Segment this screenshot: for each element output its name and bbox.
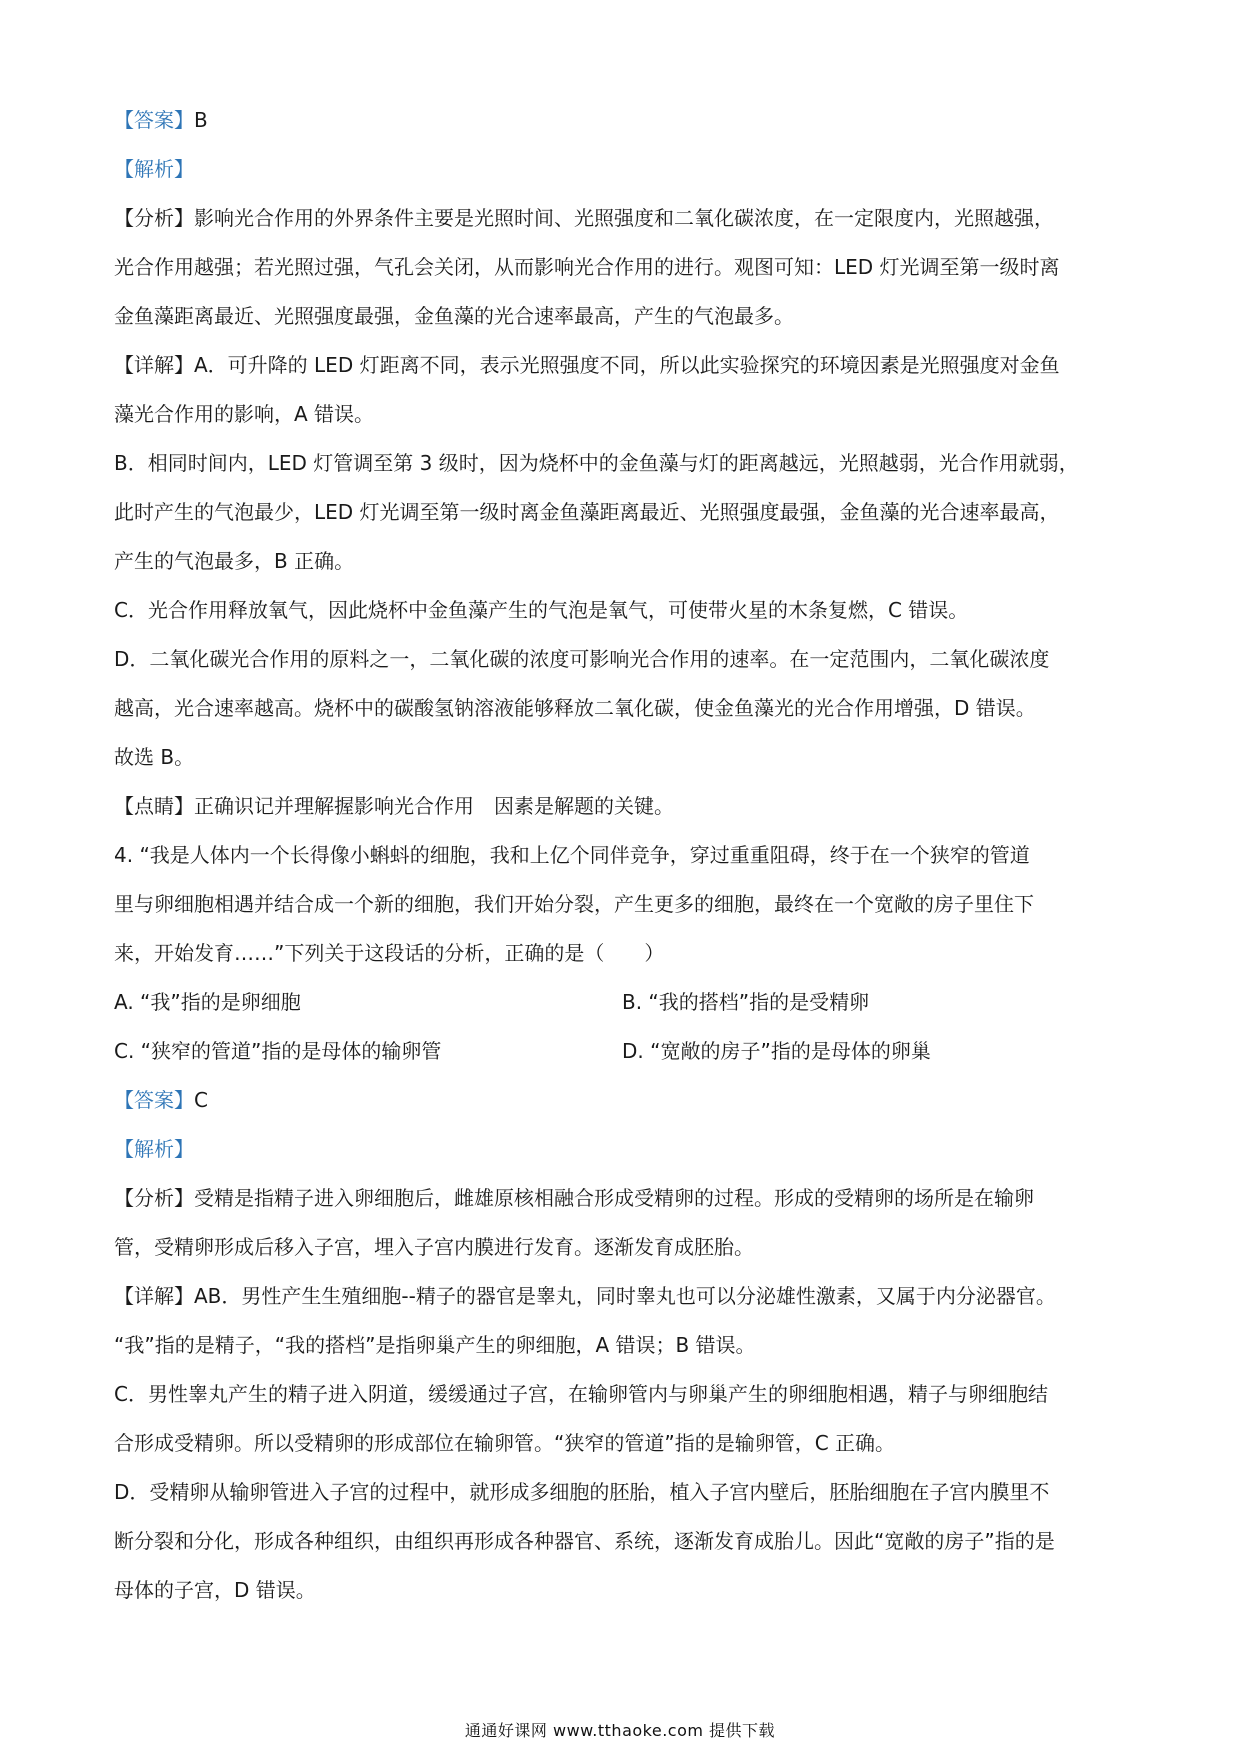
options-row xyxy=(114,978,1128,1027)
text-line: 光合作用越强；若光照过强，气孔会关闭，从而影响光合作用的进行。观图可知：LED 灯光调至第一级时离 xyxy=(114,255,1060,279)
text-line: 断分裂和分化，形成各种组织，由组织再形成各种器官、系统，逐渐发育成胎儿。因此“宽敞的房子”指的是 xyxy=(114,1529,1055,1553)
option-d: D. “宽敞的房子”指的是母体的卵巢 xyxy=(622,1039,931,1063)
answer-line xyxy=(114,96,1128,145)
question-stem-line: 来，开始发育……”下列关于这段话的分析，正确的是（ ） xyxy=(114,941,665,965)
option-a: A. “我”指的是卵细胞 xyxy=(114,990,301,1014)
text-line: 此时产生的气泡最少，LED 灯光调至第一级时离金鱼藻距离最近、光照强度最强，金鱼藻的光合速率最高， xyxy=(114,500,1060,524)
text-line: 合形成受精卵。所以受精卵的形成部位在输卵管。“狭窄的管道”指的是输卵管，C 正确。 xyxy=(114,1431,896,1455)
text-line: D．受精卵从输卵管进入子宫的过程中，就形成多细胞的胚胎，植入子宫内壁后，胚胎细胞在子宫内膜里不 xyxy=(114,1480,1050,1504)
text-line: “我”指的是精子，“我的搭档”是指卵巢产生的卵细胞，A 错误；B 错误。 xyxy=(114,1333,756,1357)
text-line: 【详解】A．可升降的 LED 灯距离不同，表示光照强度不同，所以此实验探究的环境因素是光照强度对金鱼 xyxy=(114,353,1060,377)
answer-value: B xyxy=(194,108,208,132)
text-line: 母体的子宫，D 错误。 xyxy=(114,1578,316,1602)
text-line: 藻光合作用的影响，A 错误。 xyxy=(114,402,375,426)
text-line: 故选 B。 xyxy=(114,745,195,769)
text-line: 金鱼藻距离最近、光照强度最强，金鱼藻的光合速率最高，产生的气泡最多。 xyxy=(114,304,794,328)
answer-value: C xyxy=(194,1088,208,1112)
question-stem-line: 里与卵细胞相遇并结合成一个新的细胞，我们开始分裂，产生更多的细胞，最终在一个宽敞的房子里住下 xyxy=(114,892,1034,916)
answer-tag: 【答案】 xyxy=(114,1088,194,1112)
options-row xyxy=(114,1027,1128,1076)
text-line: D．二氧化碳光合作用的原料之一，二氧化碳的浓度可影响光合作用的速率。在一定范围内，二氧化碳浓度 xyxy=(114,647,1050,671)
footer-watermark: 通通好课网 www.tthaoke.com 提供下载 xyxy=(464,1721,776,1740)
text-line: 管，受精卵形成后移入子宫，埋入子宫内膜进行发育。逐渐发育成胚胎。 xyxy=(114,1235,754,1259)
text-line: 越高，光合速率越高。烧杯中的碳酸氢钠溶液能够释放二氧化碳，使金鱼藻光的光合作用增强，D 错误。 xyxy=(114,696,1036,720)
analysis-tag: 【解析】 xyxy=(114,157,194,181)
text-line: 【分析】影响光合作用的外界条件主要是光照时间、光照强度和二氧化碳浓度，在一定限度内，光照越强， xyxy=(114,206,1054,230)
analysis-tag: 【解析】 xyxy=(114,1137,194,1161)
text-line: C．男性睾丸产生的精子进入阴道，缓缓通过子宫，在输卵管内与卵巢产生的卵细胞相遇，精子与卵细胞结 xyxy=(114,1382,1048,1406)
question-stem-line: 4. “我是人体内一个长得像小蝌蚪的细胞，我和上亿个同伴竞争，穿过重重阻碍，终于在一个狭窄的管道 xyxy=(114,843,1030,867)
answer-line xyxy=(114,1076,1128,1125)
text-line: 【详解】AB．男性产生生殖细胞--精子的器官是睾丸，同时睾丸也可以分泌雄性激素，又属于内分泌器官。 xyxy=(114,1284,1056,1308)
answer-tag: 【答案】 xyxy=(114,108,194,132)
text-line: B．相同时间内，LED 灯管调至第 3 级时，因为烧杯中的金鱼藻与灯的距离越远，光照越弱，光合作用就弱， xyxy=(114,451,1079,475)
text-line: 产生的气泡最多，B 正确。 xyxy=(114,549,355,573)
option-c: C. “狭窄的管道”指的是母体的输卵管 xyxy=(114,1039,442,1063)
document-page xyxy=(114,96,1128,1615)
option-b: B. “我的搭档”指的是受精卵 xyxy=(622,990,870,1014)
text-line: C．光合作用释放氧气，因此烧杯中金鱼藻产生的气泡是氧气，可使带火星的木条复燃，C 错误。 xyxy=(114,598,969,622)
text-line: 【分析】受精是指精子进入卵细胞后，雌雄原核相融合形成受精卵的过程。形成的受精卵的场所是在输卵 xyxy=(114,1186,1034,1210)
text-line: 【点睛】正确识记并理解握影响光合作用 因素是解题的关键。 xyxy=(114,794,674,818)
